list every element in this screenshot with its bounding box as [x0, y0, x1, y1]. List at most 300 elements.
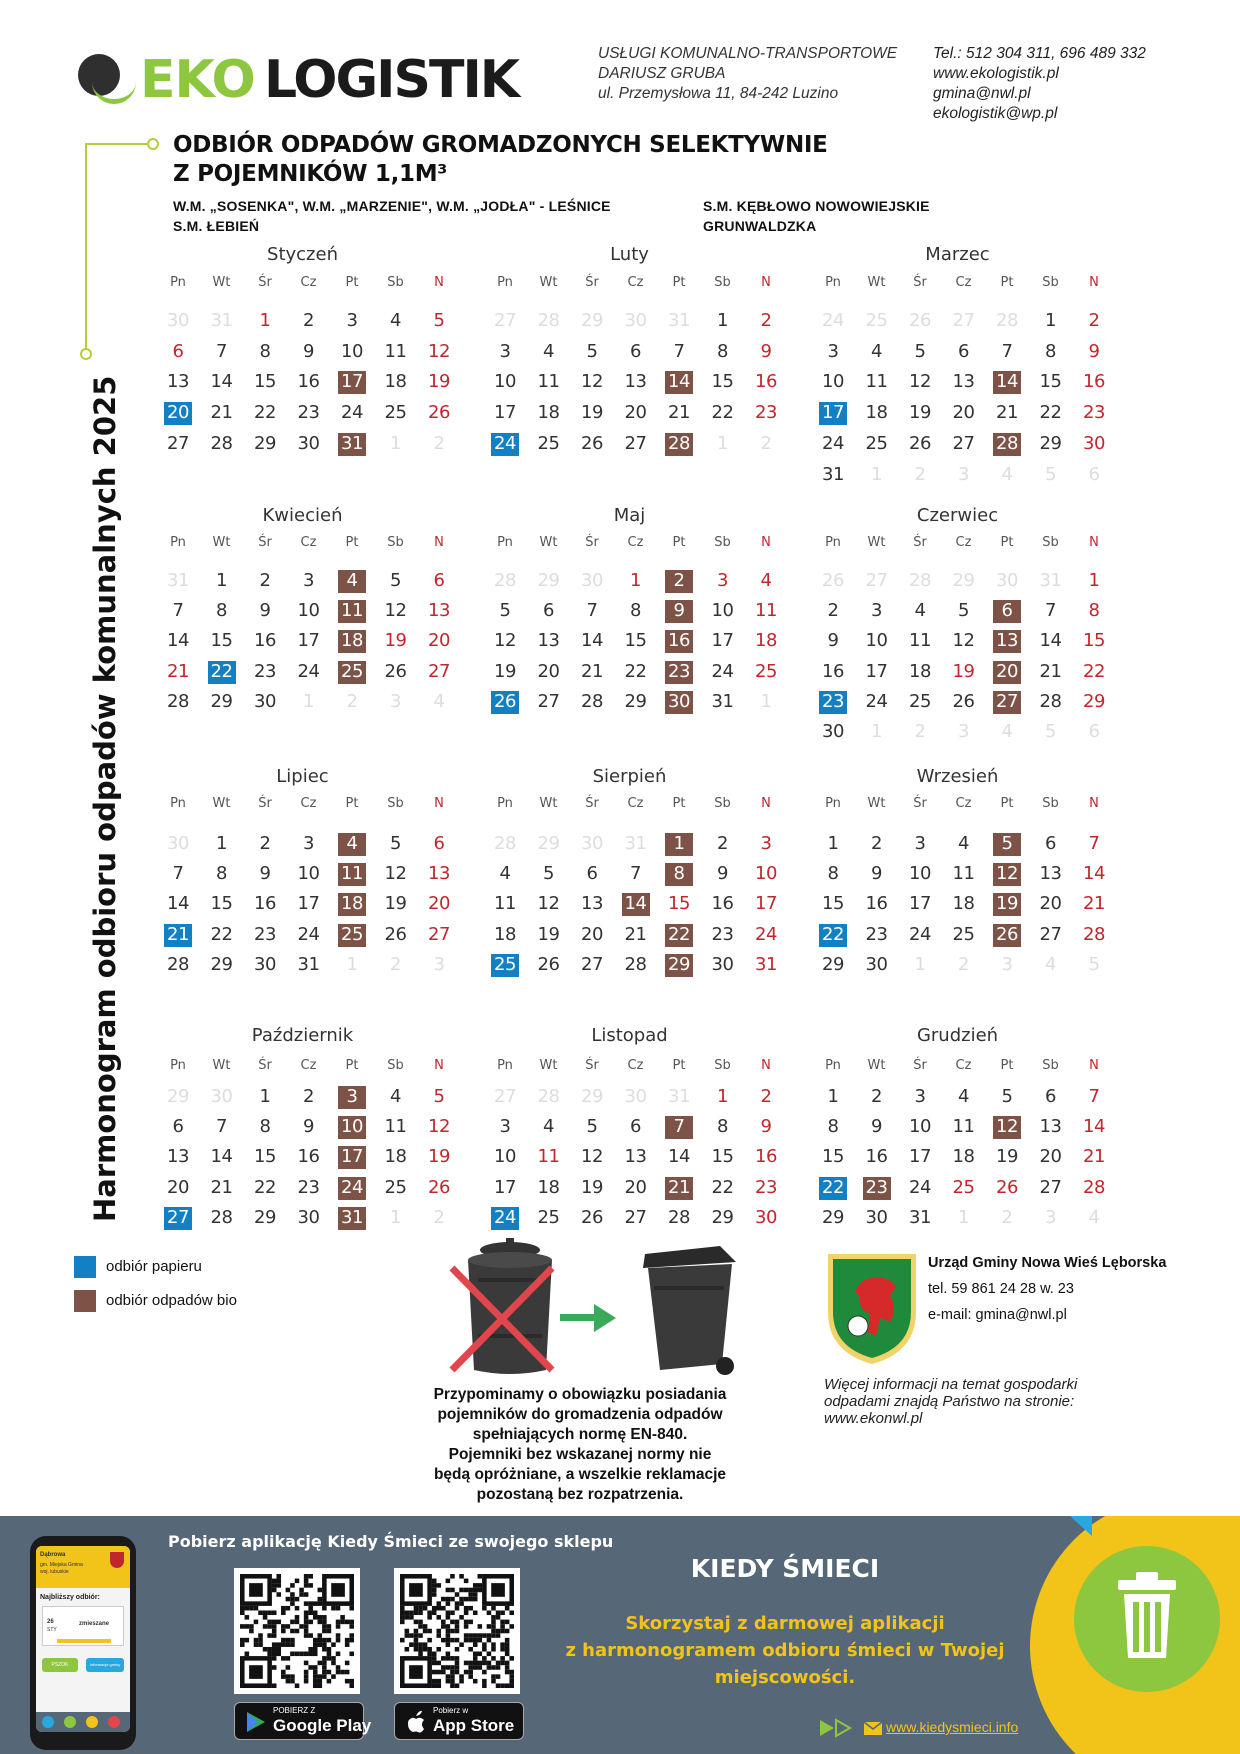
weekday-header: Śr [258, 535, 272, 550]
weekday-header: Pn [825, 1058, 841, 1073]
gmina-email[interactable]: e-mail: gmina@nwl.pl [928, 1307, 1067, 1323]
bio-pickup-day: 8 [665, 863, 693, 886]
weekday-header: Sb [714, 535, 731, 550]
phone-bottom-nav [36, 1712, 130, 1732]
calendar-day: 25 [384, 1176, 407, 1198]
calendar-day: 8 [259, 1116, 271, 1138]
calendar-day: 16 [755, 1146, 777, 1168]
adjacent-month-day: 28 [909, 570, 931, 591]
calendar-day: 3 [303, 833, 314, 854]
vertical-title: Harmonogram odbioru odpadów komunalnych 2025 [88, 375, 122, 1222]
google-play-small-label: POBIERZ Z [273, 1706, 316, 1715]
adjacent-month-day: 29 [167, 1086, 189, 1107]
calendar-day: 23 [711, 923, 734, 945]
qr-code-app-store[interactable] [394, 1568, 520, 1694]
calendar-day: 9 [717, 863, 728, 885]
calendar-day: 31 [711, 690, 734, 712]
calendar-day: 20 [952, 402, 975, 424]
calendar-day: 21 [1039, 660, 1062, 682]
weekday-header: N [761, 796, 771, 811]
calendar-day: 23 [1083, 402, 1105, 424]
more-info-link[interactable]: www.ekonwl.pl [824, 1410, 923, 1427]
bio-pickup-day: 19 [993, 893, 1021, 916]
calendar-day: 1 [717, 310, 728, 331]
calendar-day: 6 [1045, 833, 1056, 854]
calendar-day: 20 [1039, 1146, 1062, 1168]
adjacent-month-day: 1 [390, 432, 401, 454]
calendar-day: 6 [433, 570, 445, 591]
calendar-day: 14 [1039, 630, 1062, 652]
calendar-day: 18 [494, 923, 516, 945]
calendar-day: 5 [586, 340, 598, 362]
calendar-day: 16 [755, 371, 777, 393]
app-website-link[interactable]: www.kiedysmieci.info [886, 1719, 1019, 1735]
weekday-header: Pt [1000, 1058, 1014, 1073]
calendar-day: 9 [760, 1116, 772, 1138]
calendar-day: 9 [259, 863, 271, 885]
weekday-header: Cz [627, 796, 644, 811]
calendar-day: 19 [428, 1146, 450, 1168]
calendar-day: 16 [254, 630, 276, 652]
calendar-day: 25 [384, 402, 407, 424]
weekday-header: Śr [585, 535, 599, 550]
decor-dot [147, 138, 159, 150]
calendar-day: 15 [668, 893, 690, 915]
paper-pickup-day: 24 [491, 1207, 519, 1230]
calendar-day: 13 [537, 630, 560, 652]
calendar-day: 12 [581, 1146, 603, 1168]
calendar-day: 2 [760, 310, 772, 331]
calendar-day: 23 [755, 402, 777, 424]
weekday-header: N [434, 275, 444, 290]
area-line: GRUNWALDZKA [703, 218, 817, 234]
calendar-day: 14 [1083, 863, 1105, 885]
calendar-day: 26 [581, 432, 603, 454]
calendar-day: 15 [210, 893, 233, 915]
nav-recycle-icon[interactable] [64, 1716, 76, 1728]
adjacent-month-day: 30 [210, 1086, 233, 1107]
adjacent-month-day: 6 [1088, 721, 1100, 742]
bio-pickup-day: 12 [993, 863, 1021, 886]
calendar-day: 11 [952, 1116, 975, 1138]
legend-bio-label: odbiór odpadów bio [106, 1292, 237, 1309]
month-name: Styczeń [267, 244, 338, 265]
calendar-day: 11 [865, 371, 888, 393]
calendar-day: 16 [711, 893, 734, 915]
calendar-day: 1 [827, 1086, 839, 1107]
adjacent-month-day: 1 [871, 721, 882, 742]
calendar-day: 13 [1039, 863, 1062, 885]
weekday-header: N [1089, 1058, 1099, 1073]
email-link[interactable]: gmina@nwl.pl [933, 85, 1031, 102]
phone-numbers: Tel.: 512 304 311, 696 489 332 [933, 45, 1146, 62]
calendar-day: 27 [167, 432, 189, 454]
calendar-day: 18 [865, 402, 888, 424]
calendar-day: 15 [711, 371, 734, 393]
phone-mockup [30, 1536, 136, 1750]
nav-bin-icon[interactable] [86, 1716, 98, 1728]
gmina-office-info [928, 1250, 1166, 1328]
nav-calendar-icon[interactable] [42, 1716, 54, 1728]
calendar-day: 10 [494, 1146, 516, 1168]
calendar-day: 11 [952, 863, 975, 885]
app-description-line: miejscowości. [714, 1667, 856, 1688]
calendar-day: 13 [167, 371, 189, 393]
calendar-day: 29 [822, 1206, 844, 1228]
calendar-day: 26 [952, 690, 975, 712]
email-link[interactable]: ekologistik@wp.pl [933, 105, 1058, 122]
contact-info [933, 44, 1146, 124]
calendar-day: 7 [216, 1116, 227, 1138]
bio-pickup-day: 23 [863, 1177, 891, 1200]
area-line: W.M. „SOSENKA", W.M. „MARZENIE", W.M. „JODŁA" - LEŚNICE [173, 198, 611, 214]
adjacent-month-day: 5 [1045, 463, 1056, 485]
calendar-day: 30 [297, 1206, 320, 1228]
calendar-day: 22 [1083, 660, 1105, 682]
more-info-line: odpadami znajdą Państwo na stronie: [824, 1393, 1075, 1410]
month-name: Listopad [591, 1025, 668, 1046]
phone-day: 26 [47, 1619, 54, 1625]
adjacent-month-day: 3 [958, 721, 969, 742]
calendar-day: 15 [1083, 630, 1105, 652]
notice-line: Pojemniki bez wskazanej normy nie [448, 1446, 712, 1463]
calendar-day: 25 [952, 923, 975, 945]
calendar-day: 21 [668, 402, 690, 424]
calendar-day: 17 [909, 893, 931, 915]
adjacent-month-day: 31 [210, 310, 233, 331]
apple-icon [405, 1710, 427, 1734]
calendar-day: 15 [254, 371, 276, 393]
calendar-day: 21 [996, 402, 1018, 424]
adjacent-month-day: 1 [871, 463, 882, 485]
calendar-day: 4 [390, 310, 401, 331]
paper-pickup-day: 25 [491, 954, 519, 977]
calendar-day: 6 [433, 833, 445, 854]
qr-code-icon [400, 1574, 514, 1688]
bio-swatch [74, 1290, 96, 1312]
nav-mail-icon[interactable] [108, 1716, 120, 1728]
weekday-header: N [761, 1058, 771, 1073]
bio-pickup-day: 17 [338, 1146, 366, 1169]
app-name: KIEDY ŚMIECI [690, 1554, 880, 1583]
calendar-day: 2 [259, 833, 271, 854]
adjacent-month-day: 2 [346, 690, 358, 712]
calendar-day: 12 [537, 893, 560, 915]
calendar-day: 10 [755, 863, 777, 885]
calendar-day: 5 [390, 570, 401, 591]
google-play-icon [245, 1711, 267, 1733]
phone-pszok-button[interactable]: PSZOK [42, 1658, 78, 1672]
calendar-day: 7 [1088, 1086, 1100, 1107]
calendar-day: 11 [494, 893, 516, 915]
calendar-day: 6 [1045, 1086, 1056, 1107]
calendar-day: 8 [1045, 340, 1056, 362]
weekday-header: Cz [627, 275, 644, 290]
calendar-day: 18 [537, 1176, 560, 1198]
app-description [540, 1610, 1030, 1691]
calendar-day: 25 [537, 1206, 560, 1228]
calendar-day: 12 [384, 600, 407, 622]
google-play-badge[interactable] [234, 1702, 372, 1740]
bio-pickup-day: 9 [665, 600, 693, 623]
calendar-day: 30 [865, 1206, 888, 1228]
weekday-header: Cz [300, 796, 317, 811]
calendar-day: 22 [1039, 402, 1062, 424]
adjacent-month-day: 1 [914, 953, 926, 975]
adjacent-month-day: 2 [433, 432, 445, 454]
area-line: S.M. KĘBŁOWO NOWOWIEJSKIE [703, 198, 930, 214]
calendar-day: 24 [909, 1176, 931, 1198]
calendar-day: 17 [297, 630, 320, 652]
calendar-day: 1 [1088, 570, 1100, 591]
calendar-day: 21 [167, 660, 189, 682]
bio-pickup-day: 1 [665, 833, 693, 856]
weekday-header: Śr [585, 796, 599, 811]
adjacent-month-day: 30 [167, 833, 189, 854]
calendar-day: 15 [1039, 371, 1062, 393]
weekday-header: N [434, 796, 444, 811]
calendar-day: 1 [216, 570, 227, 591]
calendar-day: 13 [167, 1146, 189, 1168]
adjacent-month-day: 27 [952, 310, 975, 331]
calendar-day: 13 [952, 371, 975, 393]
calendar-day: 16 [297, 371, 320, 393]
bio-pickup-day: 30 [665, 691, 693, 714]
calendar-day: 29 [254, 1206, 276, 1228]
app-description-line: Skorzystaj z darmowej aplikacji [625, 1613, 945, 1634]
calendar-day: 1 [717, 1086, 728, 1107]
calendar-day: 10 [297, 600, 320, 622]
month-name: Sierpień [592, 766, 667, 787]
calendar-day: 19 [909, 402, 931, 424]
calendar-day: 21 [210, 402, 233, 424]
adjacent-month-day: 27 [865, 570, 888, 591]
calendar-day: 10 [865, 630, 888, 652]
calendar-day: 19 [384, 630, 407, 652]
month-name: Maj [613, 505, 646, 526]
calendar-day: 29 [254, 432, 276, 454]
adjacent-month-day: 3 [1001, 953, 1013, 975]
adjacent-month-day: 30 [996, 570, 1018, 591]
phone-info-button[interactable]: Informacje gminy [86, 1658, 124, 1672]
calendar-day: 10 [341, 340, 363, 362]
calendar-day: 1 [216, 833, 227, 854]
calendar-day: 29 [210, 690, 233, 712]
calendar-day: 23 [297, 1176, 320, 1198]
legend-paper-label: odbiór papieru [106, 1258, 202, 1275]
weekday-header: N [1089, 535, 1099, 550]
weekday-header: Pn [497, 1058, 513, 1073]
adjacent-month-day: 29 [581, 310, 603, 331]
weekday-header: Wt [212, 796, 231, 811]
weekday-header: Cz [627, 535, 644, 550]
calendar-day: 16 [1083, 371, 1105, 393]
adjacent-month-day: 4 [1088, 1206, 1100, 1228]
calendar-day: 4 [543, 1116, 554, 1138]
weekday-header: Pt [672, 796, 686, 811]
calendar-day: 21 [624, 923, 647, 945]
download-heading: Pobierz aplikację Kiedy Śmieci ze swojego sklepu [168, 1532, 614, 1551]
app-store-label: App Store [433, 1716, 515, 1735]
calendar-day: 5 [543, 863, 554, 885]
bio-pickup-day: 16 [665, 630, 693, 653]
more-info-line: Więcej informacji na temat gospodarki [824, 1376, 1078, 1393]
app-promo-footer [0, 1516, 1240, 1754]
calendar-day: 29 [711, 1206, 734, 1228]
weekday-header: Cz [955, 275, 972, 290]
weekday-header: Pt [1000, 535, 1014, 550]
weekday-header: Śr [913, 535, 927, 550]
adjacent-month-day: 5 [1088, 953, 1100, 975]
calendar-day: 11 [909, 630, 931, 652]
calendar-day: 11 [537, 1146, 560, 1168]
weekday-header: Sb [387, 535, 404, 550]
calendar-day: 2 [760, 1086, 772, 1107]
calendar-day: 10 [297, 863, 320, 885]
adjacent-month-day: 30 [167, 310, 189, 331]
adjacent-month-day: 30 [581, 570, 603, 591]
bio-pickup-day: 6 [993, 600, 1021, 623]
calendar-day: 12 [952, 630, 975, 652]
calendar-day: 2 [303, 310, 314, 331]
calendar-day: 15 [254, 1146, 276, 1168]
weekday-header: Wt [539, 796, 558, 811]
calendar-day: 26 [428, 402, 450, 424]
calendar-day: 3 [760, 833, 772, 854]
calendar-day: 22 [254, 402, 276, 424]
adjacent-month-day: 3 [958, 463, 969, 485]
gmina-office-name: Urząd Gminy Nowa Wieś Lęborska [928, 1255, 1167, 1271]
calendar-day: 26 [428, 1176, 450, 1198]
adjacent-month-day: 2 [914, 721, 926, 742]
adjacent-month-day: 29 [952, 570, 975, 591]
calendar-day: 18 [384, 371, 407, 393]
paper-pickup-day: 22 [208, 661, 236, 684]
adjacent-month-day: 28 [494, 570, 516, 591]
calendar-day: 2 [259, 570, 271, 591]
weekday-header: Pt [345, 275, 359, 290]
calendar-day: 8 [630, 600, 641, 622]
calendar-day: 6 [630, 1116, 641, 1138]
calendar-day: 22 [254, 1176, 276, 1198]
month-name: Marzec [925, 244, 990, 265]
weekday-header: Wt [867, 1058, 886, 1073]
calendar-day: 3 [717, 570, 728, 591]
calendar-day: 10 [494, 371, 516, 393]
calendar-day: 24 [865, 690, 888, 712]
calendar-day: 31 [755, 953, 777, 975]
calendar-day: 19 [996, 1146, 1018, 1168]
play-arrows-icon [820, 1718, 860, 1738]
calendar-day: 18 [537, 402, 560, 424]
website-link[interactable]: www.ekologistik.pl [933, 65, 1059, 82]
adjacent-month-day: 2 [958, 953, 969, 975]
calendar-day: 28 [581, 690, 603, 712]
calendar-day: 22 [624, 660, 647, 682]
calendar-day: 11 [384, 1116, 407, 1138]
areas-right [703, 196, 930, 236]
calendar-day: 26 [996, 1176, 1018, 1198]
weekday-header: Sb [387, 275, 404, 290]
calendar-day: 27 [537, 690, 560, 712]
calendar-day: 16 [865, 893, 888, 915]
calendar-day: 2 [303, 1086, 314, 1107]
bio-pickup-day: 28 [665, 433, 693, 456]
calendar-day: 15 [210, 630, 233, 652]
adjacent-month-day: 6 [1088, 463, 1100, 485]
calendar-day: 26 [581, 1206, 603, 1228]
qr-code-google-play[interactable] [234, 1568, 360, 1694]
weekday-header: Pn [825, 275, 841, 290]
month-name: Lipiec [276, 766, 329, 787]
calendar-day: 4 [760, 570, 772, 591]
calendar-day: 6 [630, 340, 641, 362]
adjacent-month-day: 5 [1045, 721, 1056, 742]
adjacent-month-day: 24 [822, 310, 844, 331]
calendar-day: 21 [1083, 1146, 1105, 1168]
weekday-header: Wt [212, 1058, 231, 1073]
calendar-day: 8 [259, 340, 271, 362]
calendar-day: 30 [755, 1206, 777, 1228]
calendar-day: 9 [871, 1116, 882, 1138]
calendar-day: 28 [1039, 690, 1062, 712]
bio-pickup-day: 20 [993, 661, 1021, 684]
calendar-day: 21 [1083, 893, 1105, 915]
calendar-day: 7 [1045, 600, 1056, 622]
calendar-day: 13 [428, 863, 450, 885]
app-store-badge[interactable] [394, 1702, 524, 1740]
weekday-header: Pt [672, 535, 686, 550]
weekday-header: Pn [170, 275, 186, 290]
weekday-header: Cz [955, 535, 972, 550]
adjacent-month-day: 28 [494, 833, 516, 854]
calendar-day: 19 [581, 402, 603, 424]
calendar-day: 24 [297, 923, 320, 945]
calendar-day: 12 [909, 371, 931, 393]
weekday-header: Pn [170, 796, 186, 811]
weekday-header: Cz [300, 1058, 317, 1073]
calendar-day: 28 [1083, 923, 1105, 945]
weekday-header: Sb [1042, 275, 1059, 290]
weekday-header: Sb [1042, 1058, 1059, 1073]
weekday-header: Cz [300, 275, 317, 290]
calendar-day: 3 [914, 1086, 926, 1107]
calendar-day: 23 [865, 923, 888, 945]
adjacent-month-day: 30 [624, 310, 647, 331]
calendar-day: 5 [1001, 1086, 1013, 1107]
calendar-day: 2 [871, 1086, 882, 1107]
gmina-phone: tel. 59 861 24 28 w. 23 [928, 1281, 1074, 1297]
calendar-day: 23 [755, 1176, 777, 1198]
bio-pickup-day: 11 [338, 863, 366, 886]
calendar-day: 9 [259, 600, 271, 622]
calendar-day: 13 [624, 1146, 647, 1168]
weekday-header: Pt [672, 275, 686, 290]
company-line: USŁUGI KOMUNALNO-TRANSPORTOWE [598, 45, 898, 62]
weekday-header: N [434, 535, 444, 550]
adjacent-month-day: 27 [494, 1086, 516, 1107]
adjacent-month-day: 28 [537, 1086, 560, 1107]
weekday-header: N [1089, 796, 1099, 811]
calendar-day: 27 [428, 923, 450, 945]
calendar-day: 10 [909, 863, 931, 885]
calendar-day: 16 [865, 1146, 888, 1168]
adjacent-month-day: 26 [909, 310, 931, 331]
schedule-title [173, 131, 828, 189]
calendar-day: 27 [624, 1206, 647, 1228]
bio-pickup-day: 25 [338, 661, 366, 684]
calendar-day: 27 [1039, 923, 1062, 945]
